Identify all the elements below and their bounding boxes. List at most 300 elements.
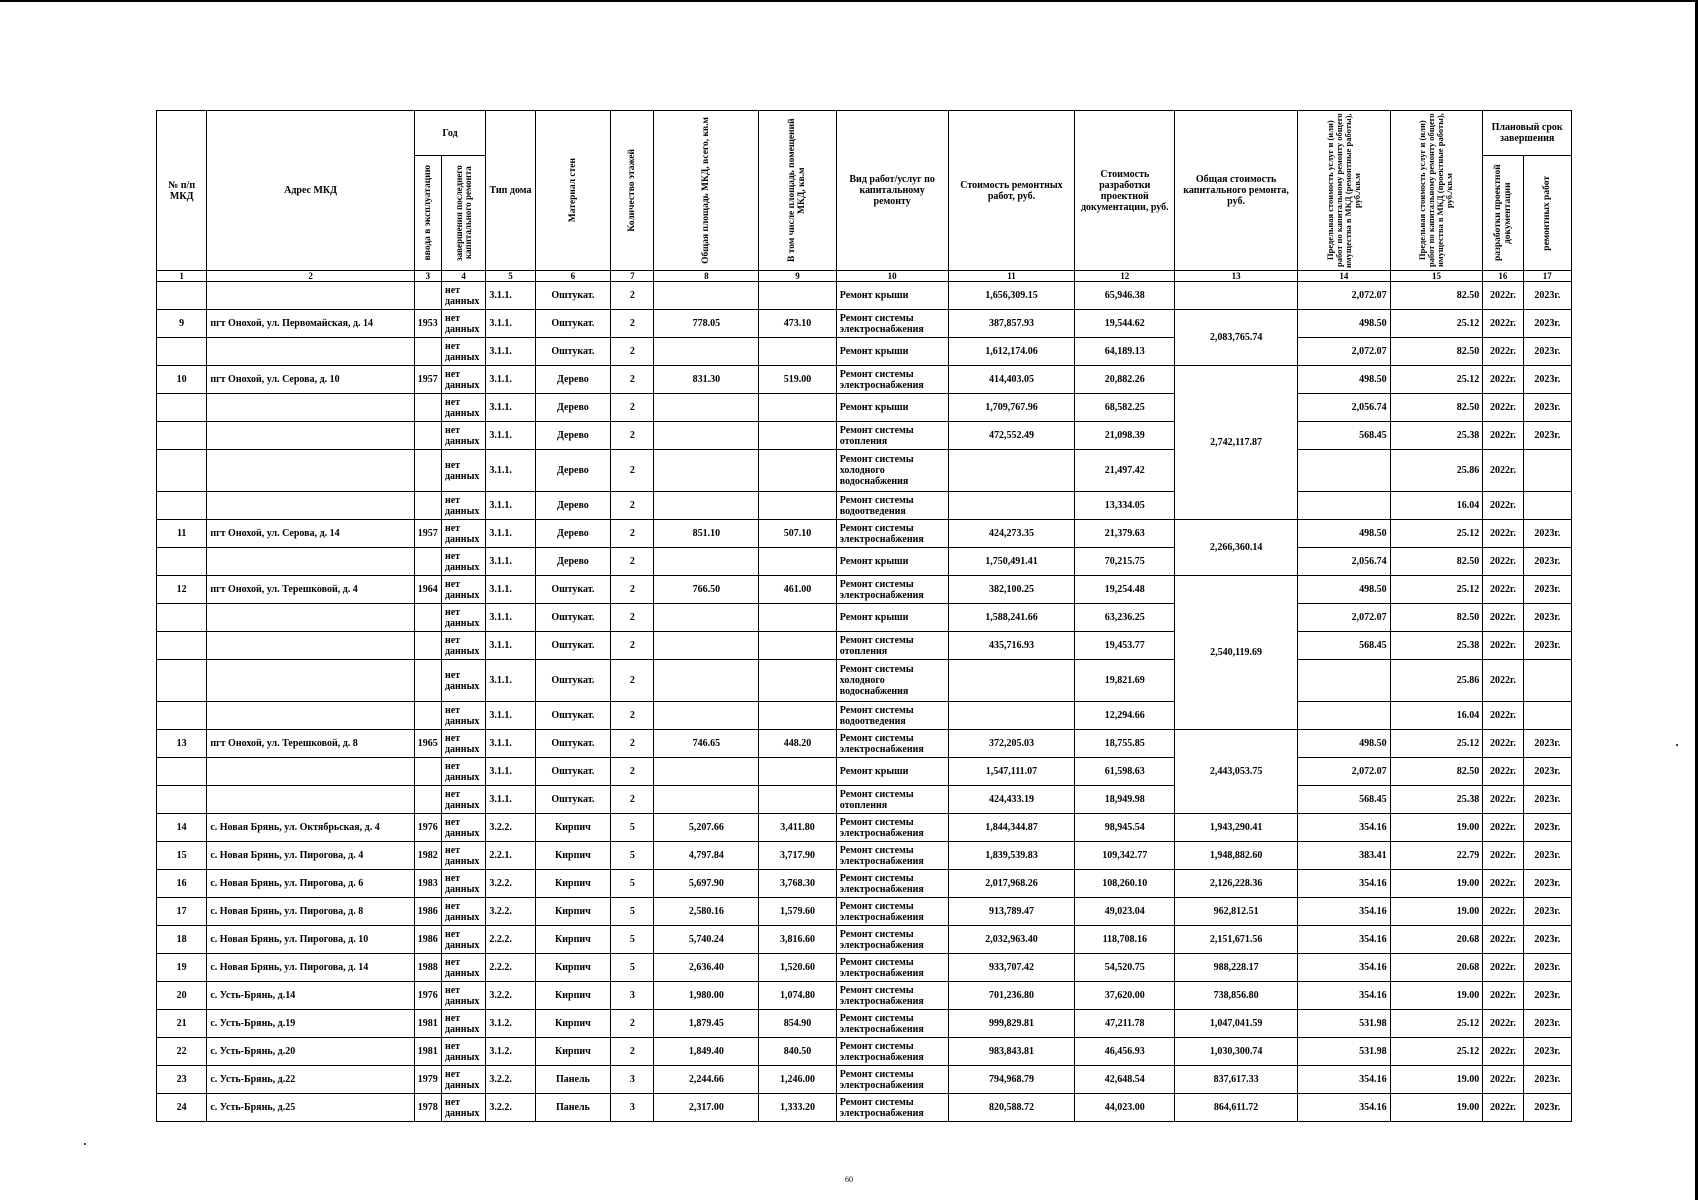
cell-year-commission — [414, 786, 441, 814]
cell-limit-repair: 354.16 — [1298, 982, 1391, 1010]
column-numbers-row — [157, 271, 1572, 282]
cell-area-premises: 1,074.80 — [759, 982, 837, 1010]
cell-planned-repair: 2023г. — [1523, 730, 1571, 758]
cell-row-number: 18 — [157, 926, 207, 954]
cell-address: с. Новая Брянь, ул. Октябрьская, д. 4 — [207, 814, 414, 842]
cell-limit-design: 25.86 — [1390, 660, 1483, 702]
cell-planned-repair: 2023г. — [1523, 366, 1571, 394]
cell-cost-total: 988,228.17 — [1175, 954, 1298, 982]
cell-planned-repair: 2023г. — [1523, 394, 1571, 422]
cell-planned-repair — [1523, 702, 1571, 730]
cell-area-premises: 473.10 — [759, 310, 837, 338]
cell-year-last-repair: нет данных — [441, 338, 485, 366]
cell-area-premises — [759, 702, 837, 730]
cell-address: с. Усть-Брянь, д.25 — [207, 1094, 414, 1122]
cell-planned-design: 2022г. — [1483, 1094, 1523, 1122]
table-row — [157, 786, 1572, 814]
cell-cost-design: 54,520.75 — [1075, 954, 1175, 982]
cell-floors: 2 — [611, 310, 654, 338]
cell-year-last-repair: нет данных — [441, 1010, 485, 1038]
cell-address: с. Усть-Брянь, д.22 — [207, 1066, 414, 1094]
header-area-premises: В том числе площадь помещений МКД, кв.м — [759, 111, 837, 271]
cell-planned-design: 2022г. — [1483, 842, 1523, 870]
cell-planned-repair: 2023г. — [1523, 842, 1571, 870]
cell-planned-design: 2022г. — [1483, 1066, 1523, 1094]
cell-year-last-repair: нет данных — [441, 730, 485, 758]
cell-planned-repair: 2023г. — [1523, 282, 1571, 310]
cell-house-type: 2.2.2. — [486, 954, 535, 982]
cell-limit-design: 20.68 — [1390, 954, 1483, 982]
cell-wall-material: Оштукат. — [535, 702, 611, 730]
table-row — [157, 982, 1572, 1010]
cell-area-premises: 461.00 — [759, 576, 837, 604]
cell-planned-design: 2022г. — [1483, 1038, 1523, 1066]
cell-house-type: 3.1.2. — [486, 1010, 535, 1038]
cell-cost-repair: 1,547,111.07 — [948, 758, 1075, 786]
table-row — [157, 632, 1572, 660]
cell-area-premises — [759, 422, 837, 450]
cell-limit-design: 25.12 — [1390, 1010, 1483, 1038]
cell-area-total: 5,697.90 — [654, 870, 759, 898]
cell-wall-material: Дерево — [535, 450, 611, 492]
cell-cost-repair: 424,273.35 — [948, 520, 1075, 548]
cell-area-total: 831.30 — [654, 366, 759, 394]
cell-cost-design: 98,945.54 — [1075, 814, 1175, 842]
cell-area-premises: 1,520.60 — [759, 954, 837, 982]
cell-planned-design: 2022г. — [1483, 702, 1523, 730]
cell-area-total: 2,636.40 — [654, 954, 759, 982]
cell-year-commission: 1982 — [414, 842, 441, 870]
cell-house-type: 3.1.1. — [486, 422, 535, 450]
cell-floors: 5 — [611, 870, 654, 898]
cell-planned-design: 2022г. — [1483, 982, 1523, 1010]
cell-limit-design: 25.12 — [1390, 520, 1483, 548]
cell-limit-repair — [1298, 660, 1391, 702]
cell-floors: 5 — [611, 842, 654, 870]
cell-year-commission: 1953 — [414, 310, 441, 338]
cell-cost-repair: 472,552.49 — [948, 422, 1075, 450]
cell-row-number: 10 — [157, 366, 207, 394]
column-number: 16 — [1483, 271, 1523, 282]
cell-cost-design: 46,456.93 — [1075, 1038, 1175, 1066]
cell-year-commission: 1981 — [414, 1038, 441, 1066]
column-number: 14 — [1298, 271, 1391, 282]
cell-area-total — [654, 422, 759, 450]
cell-row-number: 12 — [157, 576, 207, 604]
cell-planned-repair: 2023г. — [1523, 758, 1571, 786]
cell-work-type: Ремонт системы электроснабжения — [836, 814, 948, 842]
cell-cost-design: 19,821.69 — [1075, 660, 1175, 702]
cell-area-premises — [759, 786, 837, 814]
cell-limit-repair: 531.98 — [1298, 1038, 1391, 1066]
cell-area-premises — [759, 632, 837, 660]
cell-floors: 2 — [611, 450, 654, 492]
cell-row-number: 15 — [157, 842, 207, 870]
cell-area-total: 851.10 — [654, 520, 759, 548]
cell-address — [207, 702, 414, 730]
cell-row-number — [157, 394, 207, 422]
cell-wall-material: Кирпич — [535, 1038, 611, 1066]
cell-cost-design: 19,254.48 — [1075, 576, 1175, 604]
cell-work-type: Ремонт крыши — [836, 282, 948, 310]
cell-planned-repair: 2023г. — [1523, 548, 1571, 576]
cell-work-type: Ремонт системы отопления — [836, 786, 948, 814]
cell-area-premises: 3,717.90 — [759, 842, 837, 870]
cell-year-last-repair: нет данных — [441, 604, 485, 632]
cell-area-total — [654, 758, 759, 786]
cell-planned-design: 2022г. — [1483, 282, 1523, 310]
cell-cost-repair: 999,829.81 — [948, 1010, 1075, 1038]
cell-floors: 3 — [611, 1066, 654, 1094]
cell-limit-repair: 354.16 — [1298, 870, 1391, 898]
cell-year-last-repair: нет данных — [441, 814, 485, 842]
cell-wall-material: Кирпич — [535, 870, 611, 898]
cell-year-commission — [414, 450, 441, 492]
cell-address — [207, 492, 414, 520]
cell-cost-design: 61,598.63 — [1075, 758, 1175, 786]
cell-work-type: Ремонт системы электроснабжения — [836, 870, 948, 898]
cell-limit-design: 25.86 — [1390, 450, 1483, 492]
cell-year-last-repair: нет данных — [441, 660, 485, 702]
cell-planned-repair: 2023г. — [1523, 954, 1571, 982]
cell-address — [207, 632, 414, 660]
cell-area-total — [654, 492, 759, 520]
cell-cost-design: 63,236.25 — [1075, 604, 1175, 632]
header-type: Тип дома — [486, 111, 535, 271]
cell-limit-repair: 498.50 — [1298, 366, 1391, 394]
cell-limit-repair: 498.50 — [1298, 576, 1391, 604]
header-work-type: Вид работ/услуг по капитальному ремонту — [836, 111, 948, 271]
cell-house-type: 3.1.1. — [486, 492, 535, 520]
cell-cost-repair: 387,857.93 — [948, 310, 1075, 338]
cell-area-premises — [759, 604, 837, 632]
cell-planned-repair: 2023г. — [1523, 604, 1571, 632]
cell-limit-repair: 354.16 — [1298, 898, 1391, 926]
cell-house-type: 3.1.2. — [486, 1038, 535, 1066]
cell-row-number: 13 — [157, 730, 207, 758]
cell-area-premises: 519.00 — [759, 366, 837, 394]
cell-year-commission: 1986 — [414, 926, 441, 954]
cell-limit-repair: 2,072.07 — [1298, 758, 1391, 786]
cell-planned-design: 2022г. — [1483, 660, 1523, 702]
table-row — [157, 1094, 1572, 1122]
cell-cost-design: 12,294.66 — [1075, 702, 1175, 730]
table-row — [157, 814, 1572, 842]
cell-work-type: Ремонт крыши — [836, 758, 948, 786]
cell-cost-total: 2,083,765.74 — [1175, 310, 1298, 366]
cell-planned-design: 2022г. — [1483, 730, 1523, 758]
cell-year-commission: 1976 — [414, 814, 441, 842]
column-number: 6 — [535, 271, 611, 282]
cell-limit-repair: 354.16 — [1298, 1094, 1391, 1122]
cell-area-premises: 507.10 — [759, 520, 837, 548]
cell-planned-design: 2022г. — [1483, 450, 1523, 492]
cell-area-total — [654, 786, 759, 814]
cell-limit-repair: 498.50 — [1298, 310, 1391, 338]
cell-limit-repair: 568.45 — [1298, 632, 1391, 660]
cell-limit-repair: 2,072.07 — [1298, 282, 1391, 310]
cell-cost-repair — [948, 450, 1075, 492]
cell-cost-design: 108,260.10 — [1075, 870, 1175, 898]
cell-limit-design: 82.50 — [1390, 282, 1483, 310]
cell-year-commission — [414, 492, 441, 520]
cell-area-total: 746.65 — [654, 730, 759, 758]
cell-cost-repair: 424,433.19 — [948, 786, 1075, 814]
cell-planned-repair: 2023г. — [1523, 1066, 1571, 1094]
cell-cost-repair: 701,236.80 — [948, 982, 1075, 1010]
cell-area-total — [654, 632, 759, 660]
header-area-total: Общая площадь МКД, всего, кв.м — [654, 111, 759, 271]
cell-year-last-repair: нет данных — [441, 702, 485, 730]
cell-wall-material: Кирпич — [535, 898, 611, 926]
cell-cost-design: 118,708.16 — [1075, 926, 1175, 954]
cell-area-total: 5,740.24 — [654, 926, 759, 954]
cell-cost-repair: 372,205.03 — [948, 730, 1075, 758]
column-number: 5 — [486, 271, 535, 282]
cell-year-commission — [414, 422, 441, 450]
cell-wall-material: Оштукат. — [535, 576, 611, 604]
cell-year-last-repair: нет данных — [441, 520, 485, 548]
cell-planned-repair: 2023г. — [1523, 898, 1571, 926]
cell-planned-repair: 2023г. — [1523, 1010, 1571, 1038]
cell-wall-material: Оштукат. — [535, 660, 611, 702]
cell-area-total — [654, 702, 759, 730]
cell-floors: 2 — [611, 786, 654, 814]
cell-limit-design: 25.38 — [1390, 786, 1483, 814]
cell-cost-design: 68,582.25 — [1075, 394, 1175, 422]
cell-area-total — [654, 394, 759, 422]
cell-house-type: 3.1.1. — [486, 702, 535, 730]
cell-wall-material: Кирпич — [535, 982, 611, 1010]
cell-wall-material: Оштукат. — [535, 730, 611, 758]
cell-cost-total: 2,540,119.69 — [1175, 576, 1298, 730]
table-row — [157, 842, 1572, 870]
cell-wall-material: Оштукат. — [535, 758, 611, 786]
cell-year-commission: 1979 — [414, 1066, 441, 1094]
cell-planned-repair: 2023г. — [1523, 814, 1571, 842]
column-number: 2 — [207, 271, 414, 282]
cell-floors: 2 — [611, 366, 654, 394]
cell-year-last-repair: нет данных — [441, 786, 485, 814]
cell-limit-design: 25.12 — [1390, 310, 1483, 338]
cell-cost-design: 42,648.54 — [1075, 1066, 1175, 1094]
cell-year-last-repair: нет данных — [441, 870, 485, 898]
cell-wall-material: Кирпич — [535, 842, 611, 870]
cell-work-type: Ремонт системы электроснабжения — [836, 982, 948, 1010]
cell-cost-design: 21,379.63 — [1075, 520, 1175, 548]
cell-area-premises: 3,768.30 — [759, 870, 837, 898]
table-row — [157, 576, 1572, 604]
cell-work-type: Ремонт системы отопления — [836, 632, 948, 660]
cell-address: с. Новая Брянь, ул. Пирогова, д. 6 — [207, 870, 414, 898]
cell-wall-material: Оштукат. — [535, 604, 611, 632]
header-planned-design: разработки проектной документации — [1483, 156, 1523, 271]
cell-year-commission: 1981 — [414, 1010, 441, 1038]
cell-row-number: 23 — [157, 1066, 207, 1094]
cell-limit-repair: 383.41 — [1298, 842, 1391, 870]
cell-limit-repair: 2,056.74 — [1298, 548, 1391, 576]
cell-area-total — [654, 660, 759, 702]
cell-year-commission — [414, 394, 441, 422]
cell-wall-material: Панель — [535, 1066, 611, 1094]
cell-address: с. Новая Брянь, ул. Пирогова, д. 10 — [207, 926, 414, 954]
cell-floors: 3 — [611, 1094, 654, 1122]
cell-row-number: 9 — [157, 310, 207, 338]
cell-cost-total: 962,812.51 — [1175, 898, 1298, 926]
table-row — [157, 702, 1572, 730]
table-row — [157, 1038, 1572, 1066]
cell-work-type: Ремонт системы электроснабжения — [836, 1094, 948, 1122]
cell-limit-repair — [1298, 450, 1391, 492]
cell-house-type: 3.1.1. — [486, 548, 535, 576]
cell-area-total: 1,849.40 — [654, 1038, 759, 1066]
cell-row-number — [157, 702, 207, 730]
cell-floors: 2 — [611, 1010, 654, 1038]
header-cost-total: Общая стоимость капитального ремонта, руб. — [1175, 111, 1298, 271]
cell-limit-design: 20.68 — [1390, 926, 1483, 954]
cell-area-total — [654, 548, 759, 576]
cell-area-premises — [759, 394, 837, 422]
cell-address — [207, 282, 414, 310]
cell-planned-design: 2022г. — [1483, 632, 1523, 660]
cell-year-last-repair: нет данных — [441, 548, 485, 576]
cell-area-total: 2,580.16 — [654, 898, 759, 926]
cell-year-commission: 1964 — [414, 576, 441, 604]
cell-floors: 5 — [611, 814, 654, 842]
page-number: 60 — [845, 1175, 853, 1184]
cell-limit-design: 19.00 — [1390, 1066, 1483, 1094]
cell-cost-total: 2,151,671.56 — [1175, 926, 1298, 954]
table-row — [157, 310, 1572, 338]
cell-year-commission: 1957 — [414, 366, 441, 394]
page-top-border — [0, 0, 1698, 2]
cell-area-total: 2,244.66 — [654, 1066, 759, 1094]
cell-wall-material: Кирпич — [535, 926, 611, 954]
cell-year-last-repair: нет данных — [441, 1066, 485, 1094]
table-row — [157, 758, 1572, 786]
cell-area-total: 778.05 — [654, 310, 759, 338]
cell-floors: 2 — [611, 702, 654, 730]
cell-limit-design: 25.12 — [1390, 1038, 1483, 1066]
cell-planned-repair — [1523, 450, 1571, 492]
cell-floors: 2 — [611, 422, 654, 450]
register-body — [157, 282, 1572, 1122]
cell-year-commission — [414, 282, 441, 310]
cell-cost-total — [1175, 282, 1298, 310]
cell-cost-design: 13,334.05 — [1075, 492, 1175, 520]
cell-year-last-repair: нет данных — [441, 898, 485, 926]
cell-row-number: 17 — [157, 898, 207, 926]
cell-year-last-repair: нет данных — [441, 394, 485, 422]
cell-house-type: 3.1.1. — [486, 366, 535, 394]
cell-limit-repair: 568.45 — [1298, 786, 1391, 814]
header-year-last-repair: завершения последнего капитального ремонта — [441, 156, 485, 271]
cell-area-premises: 3,816.60 — [759, 926, 837, 954]
cell-address: с. Новая Брянь, ул. Пирогова, д. 4 — [207, 842, 414, 870]
cell-cost-repair: 983,843.81 — [948, 1038, 1075, 1066]
header-planned-repair: ремонтных работ — [1523, 156, 1571, 271]
cell-cost-design: 70,215.75 — [1075, 548, 1175, 576]
cell-cost-total: 2,266,360.14 — [1175, 520, 1298, 576]
scan-speck — [84, 1143, 86, 1145]
cell-area-total: 1,879.45 — [654, 1010, 759, 1038]
cell-wall-material: Кирпич — [535, 954, 611, 982]
cell-year-last-repair: нет данных — [441, 310, 485, 338]
cell-floors: 2 — [611, 1038, 654, 1066]
cell-year-last-repair: нет данных — [441, 1094, 485, 1122]
cell-row-number: 14 — [157, 814, 207, 842]
cell-planned-design: 2022г. — [1483, 576, 1523, 604]
cell-planned-repair: 2023г. — [1523, 632, 1571, 660]
cell-planned-design: 2022г. — [1483, 604, 1523, 632]
table-row — [157, 870, 1572, 898]
cell-cost-repair: 794,968.79 — [948, 1066, 1075, 1094]
cell-work-type: Ремонт системы электроснабжения — [836, 898, 948, 926]
cell-limit-repair: 2,072.07 — [1298, 604, 1391, 632]
cell-address — [207, 604, 414, 632]
cell-planned-design: 2022г. — [1483, 758, 1523, 786]
cell-address — [207, 394, 414, 422]
cell-row-number — [157, 338, 207, 366]
cell-cost-total: 738,856.80 — [1175, 982, 1298, 1010]
cell-cost-total: 2,126,228.36 — [1175, 870, 1298, 898]
cell-row-number: 11 — [157, 520, 207, 548]
cell-house-type: 3.1.1. — [486, 310, 535, 338]
header-address: Адрес МКД — [207, 111, 414, 271]
column-number: 17 — [1523, 271, 1571, 282]
cell-year-last-repair: нет данных — [441, 982, 485, 1010]
cell-cost-repair: 1,750,491.41 — [948, 548, 1075, 576]
cell-planned-design: 2022г. — [1483, 814, 1523, 842]
cell-cost-repair: 382,100.25 — [948, 576, 1075, 604]
cell-area-premises — [759, 492, 837, 520]
cell-row-number — [157, 492, 207, 520]
cell-wall-material: Дерево — [535, 548, 611, 576]
table-row — [157, 954, 1572, 982]
cell-year-last-repair: нет данных — [441, 282, 485, 310]
cell-address: пгт Онохой, ул. Серова, д. 14 — [207, 520, 414, 548]
cell-year-commission — [414, 632, 441, 660]
cell-work-type: Ремонт системы холодного водоснабжения — [836, 660, 948, 702]
cell-house-type: 3.1.1. — [486, 604, 535, 632]
cell-year-last-repair: нет данных — [441, 450, 485, 492]
cell-work-type: Ремонт системы электроснабжения — [836, 1010, 948, 1038]
cell-year-commission: 1976 — [414, 982, 441, 1010]
cell-floors: 2 — [611, 282, 654, 310]
cell-planned-repair: 2023г. — [1523, 786, 1571, 814]
cell-row-number — [157, 282, 207, 310]
cell-planned-design: 2022г. — [1483, 520, 1523, 548]
cell-planned-repair: 2023г. — [1523, 1038, 1571, 1066]
cell-planned-repair: 2023г. — [1523, 422, 1571, 450]
cell-address: пгт Онохой, ул. Терешковой, д. 8 — [207, 730, 414, 758]
cell-wall-material: Кирпич — [535, 1010, 611, 1038]
cell-cost-design: 20,882.26 — [1075, 366, 1175, 394]
cell-wall-material: Дерево — [535, 366, 611, 394]
cell-limit-repair: 498.50 — [1298, 730, 1391, 758]
cell-work-type: Ремонт системы электроснабжения — [836, 520, 948, 548]
cell-cost-total: 2,742,117.87 — [1175, 366, 1298, 520]
cell-address: с. Усть-Брянь, д.14 — [207, 982, 414, 1010]
cell-cost-repair: 933,707.42 — [948, 954, 1075, 982]
cell-cost-repair: 2,032,963.40 — [948, 926, 1075, 954]
cell-limit-design: 19.00 — [1390, 814, 1483, 842]
cell-cost-repair: 435,716.93 — [948, 632, 1075, 660]
table-row — [157, 366, 1572, 394]
cell-year-commission — [414, 604, 441, 632]
cell-house-type: 2.2.2. — [486, 926, 535, 954]
cell-year-last-repair: нет данных — [441, 1038, 485, 1066]
